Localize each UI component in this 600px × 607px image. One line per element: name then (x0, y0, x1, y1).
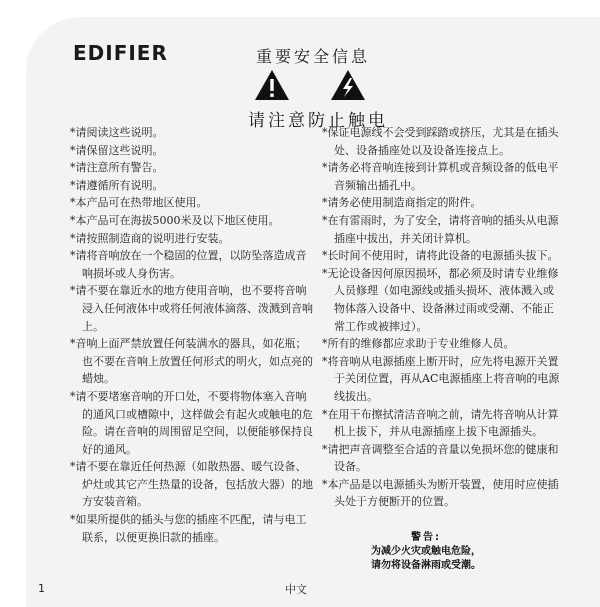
page-number: 1 (38, 582, 45, 595)
list-item: *请遵循所有说明。 (70, 178, 164, 192)
footer-language: 中文 (285, 583, 307, 596)
warning-line: 为减少火灾或触电危险， (371, 546, 481, 557)
list-item: *长时间不使用时，请将此设备的电源插头拔下。 (322, 249, 559, 263)
list-item: *请把声音调整至合适的音量以免损坏您的健康和设备。 (322, 442, 559, 474)
list-item: *所有的维修都应求助于专业维修人员。 (322, 337, 515, 351)
list-item: *请保留这些说明。 (70, 143, 164, 157)
list-item: *无论设备因何原因损坏，都必须及时请专业维修人员修理（如电源线或插头损坏、液体溅入或物体落入设备中、设备淋过雨或受潮、不能正常工作或被摔过）。 (322, 266, 559, 333)
list-item: *本产品可在热带地区使用。 (70, 196, 208, 210)
list-item: *请务必使用制造商指定的附件。 (322, 196, 482, 210)
list-item: *请按照制造商的说明进行安装。 (70, 231, 230, 245)
list-item: *本产品是以电源插头为断开装置，使用时应使插头处于方便断开的位置。 (322, 477, 559, 509)
list-item: *请将音响放在一个稳固的位置，以防坠落造成音响损坏或人身伤害。 (70, 249, 307, 280)
right-column (322, 124, 560, 511)
list-item: *在用干布擦拭清洁音响之前，请先将音响从计算机上拔下，并从电源插座上拔下电源插头。 (322, 407, 559, 439)
warning-title: 警告: (411, 532, 441, 543)
list-item: *在有雷雨时，为了安全，请将音响的插头从电源插座中拔出，并关闭计算机。 (322, 213, 559, 245)
list-item: *保证电源线不会受到踩踏或挤压，尤其是在插头处、设备插座处以及设备连接点上。 (322, 126, 559, 157)
list-item: *音响上面严禁放置任何装满水的器具，如花瓶；也不要在音响上放置任何形式的明火，如点亮的蜡烛。 (70, 337, 313, 386)
warning-box (358, 531, 494, 573)
list-item: *请阅读这些说明。 (70, 126, 164, 139)
electric-shock-warning-icon (330, 69, 366, 101)
list-item: *请不要在靠近任何热源（如散热器、暖气设备、炉灶或其它产生热量的设备，包括放大器）的地方安装音箱。 (70, 460, 313, 509)
list-item: *请注意所有警告。 (70, 161, 164, 175)
list-item: *请务必将音响连接到计算机或音频设备的低电平音频输出插孔中。 (322, 161, 559, 192)
list-item: *本产品可在海拔5000米及以下地区使用。 (70, 213, 280, 227)
brand-logo: EDIFIER (73, 41, 168, 65)
subtitle: 请注意防止触电 (248, 111, 388, 131)
list-item: *将音响从电源插座上断开时，应先将电源开关置于关闭位置，再从AC电源插座上将音响的电源线拔出。 (322, 354, 560, 403)
list-item: *如果所提供的插头与您的插座不匹配，请与电工联系，以便更换旧款的插座。 (70, 513, 307, 544)
warning-line: 请勿将设备淋雨或受潮。 (371, 560, 481, 571)
list-item: *请不要堵塞音响的开口处，不要将物体塞入音响的通风口或槽隙中，这样做会有起火或触电的危险。请在音响的周围留足空间，以便能够保持良好的通风。 (70, 389, 313, 456)
page-title: 重要安全信息 (256, 47, 371, 66)
list-item: *请不要在靠近水的地方使用音响，也不要将音响浸入任何液体中或将任何液体滴落、泼溅到音响上。 (70, 284, 313, 333)
exclamation-warning-icon (254, 69, 290, 101)
left-column (70, 124, 316, 546)
